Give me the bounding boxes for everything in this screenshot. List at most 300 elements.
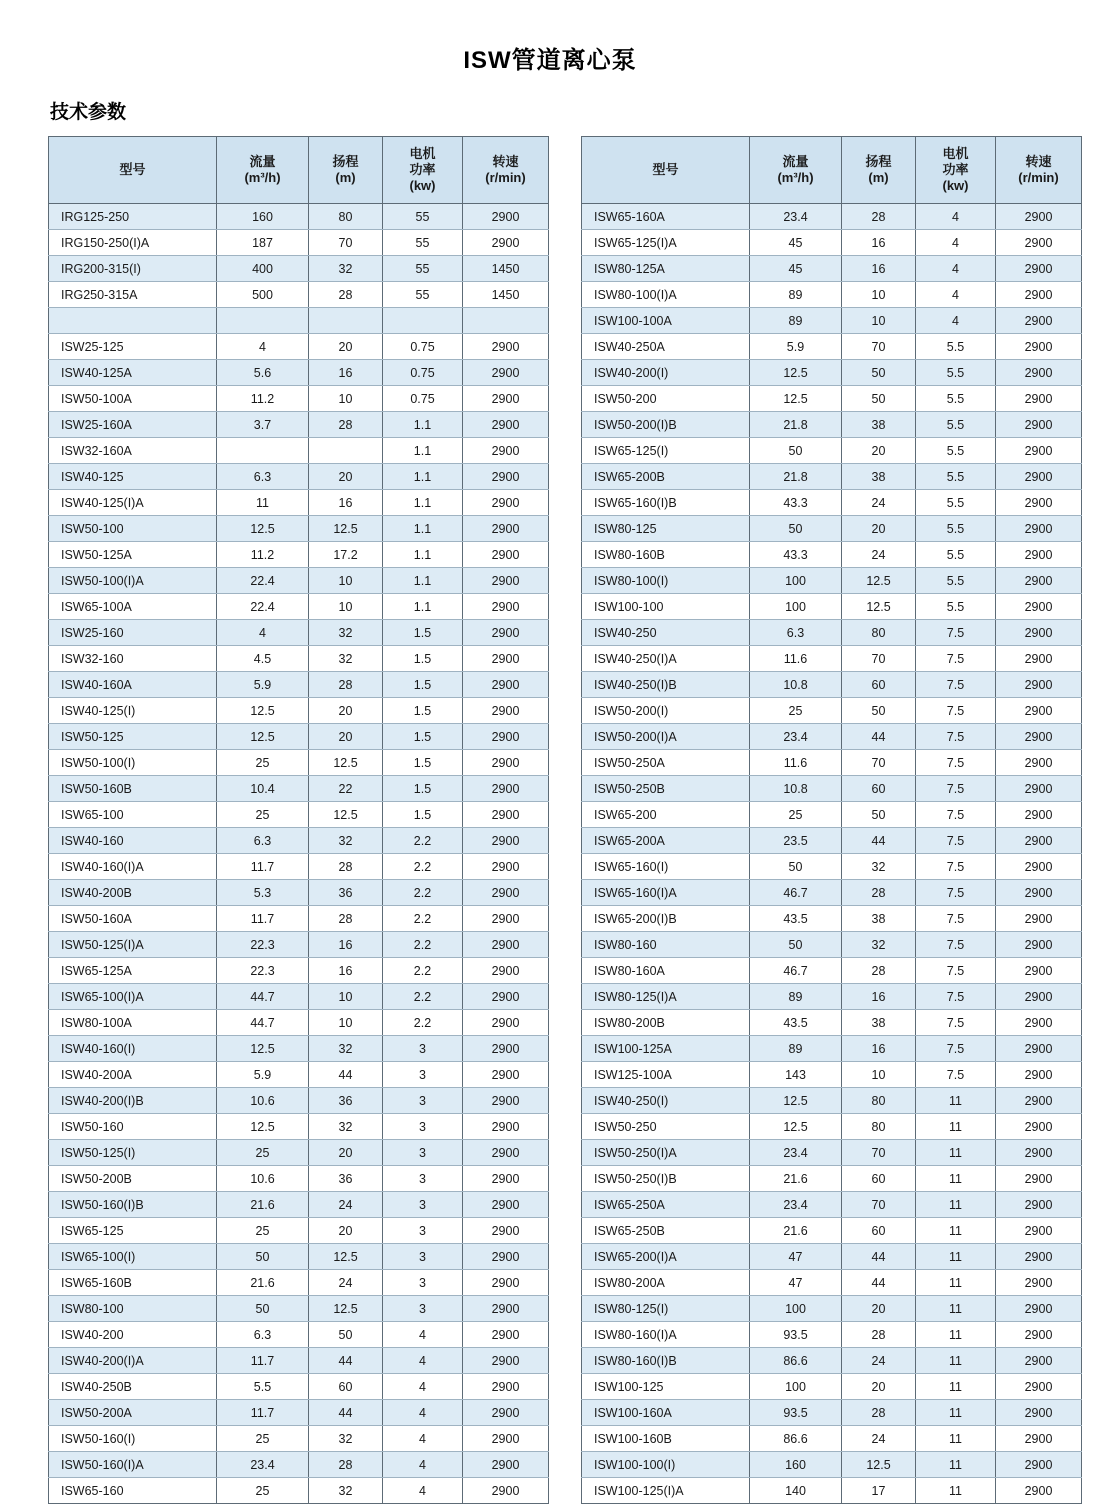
cell-flow: 50 (750, 516, 842, 542)
cell-speed: 2900 (996, 1270, 1082, 1296)
cell-speed: 2900 (463, 568, 549, 594)
cell-speed: 2900 (463, 776, 549, 802)
cell-flow: 12.5 (217, 698, 309, 724)
cell-model: ISW50-200(I)B (582, 412, 750, 438)
cell-head: 28 (842, 204, 916, 230)
table-row (49, 854, 549, 880)
cell-speed: 2900 (996, 880, 1082, 906)
cell-flow: 50 (750, 438, 842, 464)
table-row (582, 516, 1082, 542)
cell-power: 11 (916, 1244, 996, 1270)
cell-speed: 2900 (996, 854, 1082, 880)
cell-speed: 2900 (463, 438, 549, 464)
table-row (582, 1478, 1082, 1504)
cell-speed: 2900 (463, 1088, 549, 1114)
cell-speed: 2900 (463, 724, 549, 750)
cell-model: ISW40-160(I)A (49, 854, 217, 880)
cell-model: IRG250-315A (49, 282, 217, 308)
cell-model: ISW80-125A (582, 256, 750, 282)
cell-flow: 5.9 (217, 672, 309, 698)
cell-power: 7.5 (916, 1010, 996, 1036)
cell-head: 10 (309, 1010, 383, 1036)
table-row (49, 1114, 549, 1140)
cell-flow: 12.5 (217, 1114, 309, 1140)
cell-flow: 43.5 (750, 906, 842, 932)
cell-model: ISW25-160 (49, 620, 217, 646)
cell-speed: 2900 (463, 1192, 549, 1218)
cell-model: ISW80-160 (582, 932, 750, 958)
cell-model: ISW40-200(I)B (49, 1088, 217, 1114)
cell-speed (463, 308, 549, 334)
cell-head: 20 (309, 334, 383, 360)
table-row (582, 1062, 1082, 1088)
table-row (582, 1088, 1082, 1114)
cell-power: 0.75 (383, 334, 463, 360)
cell-head: 16 (842, 984, 916, 1010)
cell-power: 1.5 (383, 646, 463, 672)
cell-model: ISW50-100(I)A (49, 568, 217, 594)
table-row (582, 386, 1082, 412)
cell-power: 7.5 (916, 828, 996, 854)
cell-flow: 10.4 (217, 776, 309, 802)
cell-head: 32 (309, 646, 383, 672)
cell-model: ISW65-160 (49, 1478, 217, 1504)
table-row (582, 672, 1082, 698)
cell-head: 80 (309, 204, 383, 230)
cell-flow: 100 (750, 1296, 842, 1322)
cell-model: ISW80-125 (582, 516, 750, 542)
cell-flow: 44.7 (217, 1010, 309, 1036)
cell-head: 20 (309, 724, 383, 750)
cell-power: 3 (383, 1244, 463, 1270)
cell-model: ISW50-160(I)A (49, 1452, 217, 1478)
cell-flow: 25 (217, 750, 309, 776)
cell-power: 11 (916, 1374, 996, 1400)
cell-model: ISW65-160B (49, 1270, 217, 1296)
table-header-row (49, 137, 549, 204)
header-head: 扬程 (m) (309, 137, 383, 204)
table-body-right (582, 204, 1082, 1504)
cell-model: IRG125-250 (49, 204, 217, 230)
cell-speed: 2900 (463, 1218, 549, 1244)
table-row (49, 464, 549, 490)
cell-flow: 6.3 (750, 620, 842, 646)
table-row (49, 1322, 549, 1348)
cell-head: 20 (309, 1140, 383, 1166)
cell-power: 11 (916, 1400, 996, 1426)
cell-head: 28 (842, 958, 916, 984)
spec-tables-container (48, 136, 1059, 1504)
cell-speed: 2900 (996, 204, 1082, 230)
cell-flow: 43.5 (750, 1010, 842, 1036)
cell-head: 32 (309, 1426, 383, 1452)
table-row (582, 1166, 1082, 1192)
cell-model: ISW80-100(I) (582, 568, 750, 594)
cell-head: 20 (842, 1296, 916, 1322)
cell-model: ISW40-160A (49, 672, 217, 698)
table-row (49, 568, 549, 594)
cell-head: 20 (309, 1218, 383, 1244)
table-row (49, 1348, 549, 1374)
cell-model: ISW65-200A (582, 828, 750, 854)
cell-flow: 4 (217, 620, 309, 646)
cell-model: ISW65-100A (49, 594, 217, 620)
cell-speed: 2900 (463, 984, 549, 1010)
cell-speed: 2900 (463, 516, 549, 542)
cell-flow: 21.6 (750, 1166, 842, 1192)
cell-power: 1.5 (383, 698, 463, 724)
cell-speed: 2900 (463, 646, 549, 672)
cell-model: ISW40-250(I)A (582, 646, 750, 672)
cell-model (49, 308, 217, 334)
cell-power: 55 (383, 230, 463, 256)
table-row (582, 1452, 1082, 1478)
cell-power: 3 (383, 1166, 463, 1192)
cell-power: 3 (383, 1088, 463, 1114)
cell-head: 28 (309, 1452, 383, 1478)
cell-flow: 6.3 (217, 464, 309, 490)
section-title: 技术参数 (50, 102, 127, 123)
cell-head: 16 (309, 360, 383, 386)
cell-flow: 21.8 (750, 464, 842, 490)
cell-flow: 25 (217, 802, 309, 828)
table-row (582, 724, 1082, 750)
cell-power: 7.5 (916, 776, 996, 802)
cell-model: ISW40-200(I) (582, 360, 750, 386)
table-row (582, 1270, 1082, 1296)
cell-power: 3 (383, 1270, 463, 1296)
cell-speed: 2900 (463, 1270, 549, 1296)
cell-speed: 2900 (996, 334, 1082, 360)
spec-table-left (48, 136, 549, 1504)
cell-power: 11 (916, 1166, 996, 1192)
cell-head: 10 (842, 282, 916, 308)
table-row (582, 906, 1082, 932)
cell-head: 44 (309, 1348, 383, 1374)
cell-head: 10 (309, 984, 383, 1010)
table-row (49, 984, 549, 1010)
cell-head: 32 (309, 256, 383, 282)
cell-flow: 187 (217, 230, 309, 256)
table-row (582, 308, 1082, 334)
cell-head: 38 (842, 1010, 916, 1036)
cell-model: ISW50-160(I)B (49, 1192, 217, 1218)
cell-flow: 93.5 (750, 1322, 842, 1348)
cell-speed: 2900 (996, 438, 1082, 464)
cell-speed: 2900 (996, 802, 1082, 828)
table-row (582, 776, 1082, 802)
header-head: 扬程 (m) (842, 137, 916, 204)
cell-model: ISW50-125(I)A (49, 932, 217, 958)
cell-model: ISW40-125 (49, 464, 217, 490)
cell-flow: 5.9 (217, 1062, 309, 1088)
cell-model: ISW40-200(I)A (49, 1348, 217, 1374)
cell-flow: 12.5 (750, 1114, 842, 1140)
cell-head: 16 (842, 230, 916, 256)
cell-power: 5.5 (916, 542, 996, 568)
table-row (582, 1374, 1082, 1400)
cell-head: 16 (309, 932, 383, 958)
cell-flow: 11 (217, 490, 309, 516)
cell-speed: 2900 (463, 620, 549, 646)
cell-power: 11 (916, 1426, 996, 1452)
cell-power: 7.5 (916, 802, 996, 828)
cell-model: ISW100-125 (582, 1374, 750, 1400)
cell-head: 24 (309, 1192, 383, 1218)
table-row (49, 1374, 549, 1400)
cell-power: 4 (383, 1348, 463, 1374)
table-row (582, 464, 1082, 490)
cell-speed: 2900 (463, 958, 549, 984)
table-row (49, 1010, 549, 1036)
cell-head: 60 (842, 1218, 916, 1244)
cell-speed: 2900 (996, 1192, 1082, 1218)
cell-flow: 23.4 (750, 1192, 842, 1218)
cell-speed: 2900 (463, 1036, 549, 1062)
cell-power: 7.5 (916, 880, 996, 906)
table-row (49, 1270, 549, 1296)
cell-power: 7.5 (916, 1062, 996, 1088)
cell-speed: 2900 (463, 542, 549, 568)
cell-power: 7.5 (916, 984, 996, 1010)
cell-power: 4 (383, 1374, 463, 1400)
table-row (582, 594, 1082, 620)
cell-flow: 12.5 (217, 724, 309, 750)
cell-flow: 5.9 (750, 334, 842, 360)
cell-head: 24 (842, 490, 916, 516)
cell-head: 24 (842, 1348, 916, 1374)
cell-speed: 2900 (463, 1140, 549, 1166)
cell-speed: 2900 (996, 1374, 1082, 1400)
cell-flow: 22.3 (217, 958, 309, 984)
cell-power: 3 (383, 1062, 463, 1088)
table-row (582, 828, 1082, 854)
cell-speed: 2900 (463, 1166, 549, 1192)
cell-flow: 50 (217, 1244, 309, 1270)
cell-model: ISW65-125(I) (582, 438, 750, 464)
cell-power: 5.5 (916, 464, 996, 490)
cell-speed: 2900 (996, 360, 1082, 386)
cell-speed: 2900 (996, 1400, 1082, 1426)
table-row (49, 256, 549, 282)
header-power: 电机 功率 (kw) (383, 137, 463, 204)
cell-speed: 2900 (463, 1322, 549, 1348)
table-row (582, 958, 1082, 984)
cell-head: 32 (309, 1036, 383, 1062)
cell-power: 3 (383, 1296, 463, 1322)
cell-head: 28 (842, 1322, 916, 1348)
cell-model: ISW65-250B (582, 1218, 750, 1244)
table-row (49, 1478, 549, 1504)
table-row (582, 204, 1082, 230)
cell-speed: 2900 (996, 1322, 1082, 1348)
cell-speed: 2900 (996, 594, 1082, 620)
cell-head (309, 438, 383, 464)
cell-speed: 2900 (996, 958, 1082, 984)
cell-power: 7.5 (916, 646, 996, 672)
cell-power: 2.2 (383, 1010, 463, 1036)
cell-power: 7.5 (916, 932, 996, 958)
cell-model: ISW50-250(I)B (582, 1166, 750, 1192)
table-row (582, 984, 1082, 1010)
cell-flow: 23.4 (750, 1140, 842, 1166)
cell-head: 12.5 (309, 750, 383, 776)
cell-speed: 2900 (463, 1400, 549, 1426)
cell-speed: 2900 (996, 1010, 1082, 1036)
table-row (49, 412, 549, 438)
cell-power: 5.5 (916, 360, 996, 386)
cell-power: 1.1 (383, 438, 463, 464)
cell-speed: 2900 (996, 568, 1082, 594)
cell-speed: 2900 (463, 204, 549, 230)
cell-head: 44 (842, 1244, 916, 1270)
cell-head: 44 (309, 1400, 383, 1426)
cell-head: 28 (309, 854, 383, 880)
table-row (49, 282, 549, 308)
cell-power: 1.1 (383, 542, 463, 568)
table-row (49, 880, 549, 906)
cell-power: 7.5 (916, 698, 996, 724)
cell-speed: 2900 (463, 1426, 549, 1452)
cell-model: ISW65-160A (582, 204, 750, 230)
table-row (582, 854, 1082, 880)
cell-power: 7.5 (916, 906, 996, 932)
cell-model: ISW50-200B (49, 1166, 217, 1192)
cell-speed: 2900 (996, 906, 1082, 932)
cell-power: 7.5 (916, 750, 996, 776)
cell-model: ISW40-200B (49, 880, 217, 906)
cell-speed: 2900 (996, 932, 1082, 958)
cell-head: 32 (309, 1114, 383, 1140)
cell-speed: 2900 (463, 672, 549, 698)
table-row (49, 204, 549, 230)
cell-power: 55 (383, 204, 463, 230)
cell-model: ISW50-250B (582, 776, 750, 802)
cell-model: ISW65-100 (49, 802, 217, 828)
page-title: ISW管道离心泵 (463, 47, 637, 74)
cell-speed: 2900 (996, 750, 1082, 776)
table-row (582, 360, 1082, 386)
cell-head: 28 (842, 880, 916, 906)
cell-model: ISW80-160A (582, 958, 750, 984)
cell-power: 7.5 (916, 672, 996, 698)
cell-power: 1.1 (383, 464, 463, 490)
cell-speed: 2900 (996, 646, 1082, 672)
cell-model: ISW80-100 (49, 1296, 217, 1322)
cell-model: ISW50-250(I)A (582, 1140, 750, 1166)
cell-power: 3 (383, 1114, 463, 1140)
cell-power: 5.5 (916, 490, 996, 516)
cell-power: 55 (383, 256, 463, 282)
cell-flow: 89 (750, 984, 842, 1010)
cell-model: ISW50-250A (582, 750, 750, 776)
table-row (49, 698, 549, 724)
cell-flow: 21.8 (750, 412, 842, 438)
cell-speed: 2900 (996, 672, 1082, 698)
cell-head: 28 (309, 282, 383, 308)
table-row (582, 230, 1082, 256)
cell-model: ISW80-200A (582, 1270, 750, 1296)
cell-model: ISW25-160A (49, 412, 217, 438)
cell-power: 5.5 (916, 412, 996, 438)
cell-power: 11 (916, 1218, 996, 1244)
table-row (582, 1426, 1082, 1452)
cell-power (383, 308, 463, 334)
table-row (49, 334, 549, 360)
cell-model: ISW40-125(I) (49, 698, 217, 724)
cell-head: 44 (842, 1270, 916, 1296)
cell-head: 60 (842, 672, 916, 698)
cell-speed: 2900 (996, 230, 1082, 256)
cell-flow: 23.4 (750, 724, 842, 750)
cell-speed: 2900 (463, 490, 549, 516)
cell-flow: 143 (750, 1062, 842, 1088)
cell-power: 7.5 (916, 958, 996, 984)
cell-head: 50 (309, 1322, 383, 1348)
header-flow: 流量 (m³/h) (750, 137, 842, 204)
cell-power: 55 (383, 282, 463, 308)
cell-power: 3 (383, 1140, 463, 1166)
cell-flow: 100 (750, 1374, 842, 1400)
cell-model: ISW50-100(I) (49, 750, 217, 776)
table-row (49, 1062, 549, 1088)
cell-head: 80 (842, 1114, 916, 1140)
cell-model: IRG150-250(I)A (49, 230, 217, 256)
cell-flow: 22.3 (217, 932, 309, 958)
cell-flow: 22.4 (217, 594, 309, 620)
cell-model: ISW100-100 (582, 594, 750, 620)
table-row (49, 1218, 549, 1244)
table-row (49, 230, 549, 256)
cell-head: 24 (309, 1270, 383, 1296)
cell-head: 60 (842, 1166, 916, 1192)
cell-power: 2.2 (383, 854, 463, 880)
cell-model: ISW65-160(I)A (582, 880, 750, 906)
cell-head: 38 (842, 464, 916, 490)
cell-power: 11 (916, 1348, 996, 1374)
cell-model: ISW50-160 (49, 1114, 217, 1140)
cell-flow: 5.6 (217, 360, 309, 386)
cell-power: 0.75 (383, 386, 463, 412)
cell-power: 7.5 (916, 620, 996, 646)
cell-model: ISW40-125(I)A (49, 490, 217, 516)
cell-speed: 2900 (463, 1296, 549, 1322)
cell-speed: 2900 (996, 1062, 1082, 1088)
cell-flow: 12.5 (750, 1088, 842, 1114)
cell-power: 4 (383, 1322, 463, 1348)
cell-flow: 11.2 (217, 386, 309, 412)
cell-flow: 11.7 (217, 854, 309, 880)
cell-head: 70 (842, 334, 916, 360)
cell-speed: 2900 (463, 230, 549, 256)
table-row (582, 698, 1082, 724)
cell-model: ISW100-100(I) (582, 1452, 750, 1478)
table-row (582, 490, 1082, 516)
cell-flow: 11.2 (217, 542, 309, 568)
table-row (49, 958, 549, 984)
cell-head: 38 (842, 412, 916, 438)
table-body-left (49, 204, 549, 1504)
cell-flow: 47 (750, 1244, 842, 1270)
cell-power: 11 (916, 1192, 996, 1218)
cell-model: ISW65-250A (582, 1192, 750, 1218)
cell-flow: 12.5 (217, 1036, 309, 1062)
table-row (49, 620, 549, 646)
cell-speed: 2900 (996, 828, 1082, 854)
cell-speed: 2900 (996, 282, 1082, 308)
cell-head: 36 (309, 1166, 383, 1192)
cell-power: 1.1 (383, 412, 463, 438)
